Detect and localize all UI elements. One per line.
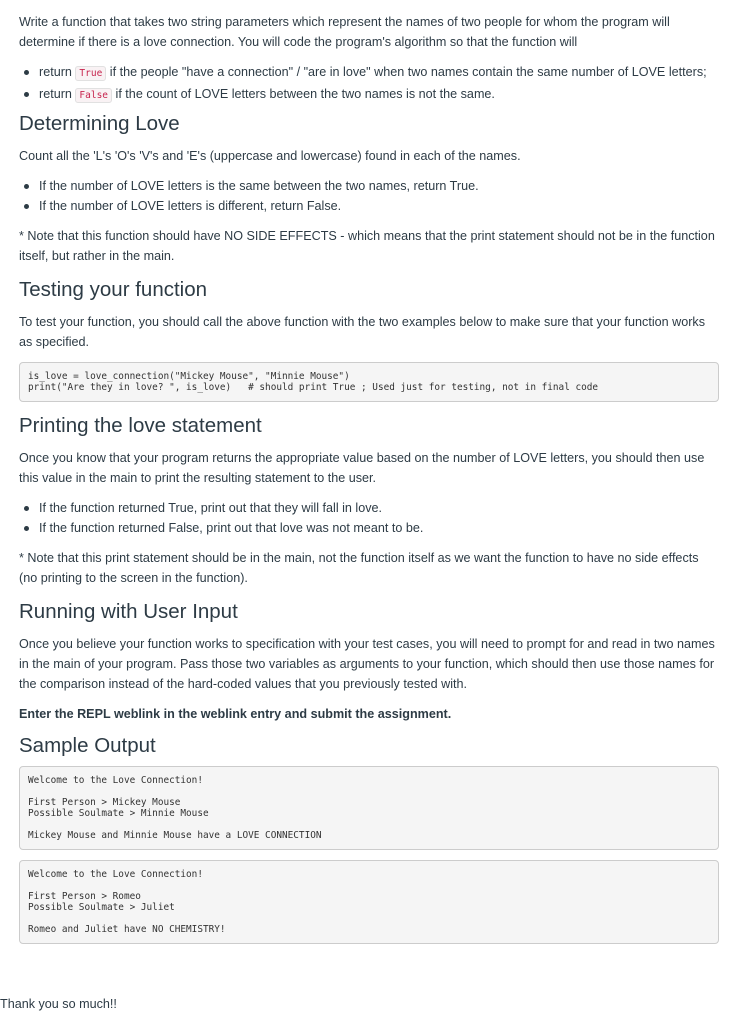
list-item: return False if the count of LOVE letters between the two names is not the same. — [39, 84, 719, 106]
output-line: Romeo and Juliet have NO CHEMISTRY! — [28, 924, 226, 935]
thanks-text: Thank you so much!! — [0, 997, 117, 1011]
list-item: If the function returned False, print out that love was not meant to be. — [39, 518, 719, 538]
section-heading: Sample Output — [19, 734, 156, 757]
output-line: Possible Soulmate > Minnie Mouse — [28, 808, 209, 819]
code-block — [19, 362, 719, 402]
assignment-content — [19, 8, 719, 944]
output-line: Possible Soulmate > Juliet — [28, 902, 175, 913]
output-line: First Person > Mickey Mouse — [28, 797, 181, 808]
output-line: Welcome to the Love Connection! — [28, 869, 203, 880]
output-line: First Person > Romeo — [28, 891, 141, 902]
inline-code: False — [75, 88, 112, 103]
return-list — [19, 62, 719, 106]
bullet-list — [19, 176, 719, 216]
paragraph: Once you believe your function works to specification with your test cases, you will need to prompt for and read in two names in the main of your program. Pass those two variables as arguments to your function, which should then use those names for the comparison instead of the hard-coded values that you previously tested with. — [19, 637, 715, 691]
bullet-list — [19, 498, 719, 538]
intro-paragraph: Write a function that takes two string parameters which represent the names of two people for whom the program will determine if there is a love connection. You will code the program's algorithm so that the function will — [19, 15, 670, 49]
inline-code: True — [75, 66, 106, 81]
section-heading: Testing your function — [19, 278, 208, 301]
output-line: Mickey Mouse and Minnie Mouse have a LOVE CONNECTION — [28, 830, 322, 841]
list-item: If the number of LOVE letters is different, return False. — [39, 196, 719, 216]
section-heading: Determining Love — [19, 112, 180, 135]
note-paragraph: * Note that this function should have NO SIDE EFFECTS - which means that the print statement should not be in the function itself, but rather in the main. — [19, 229, 715, 263]
code-line: print("Are they in love? ", is_love) # should print True ; Used just for testing, not in final code — [28, 382, 599, 393]
paragraph: Count all the 'L's 'O's 'V's and 'E's (uppercase and lowercase) found in each of the names. — [19, 149, 521, 163]
paragraph: To test your function, you should call the above function with the two examples below to make sure that your function works as specified. — [19, 315, 706, 349]
code-line: is_love = love_connection("Mickey Mouse", "Minnie Mouse") — [28, 371, 350, 382]
paragraph: Once you know that your program returns the appropriate value based on the number of LOVE letters, you should then use this value in the main to print the resulting statement to the user. — [19, 451, 705, 485]
sample-output-block — [19, 766, 719, 850]
list-item: return True if the people "have a connection" / "are in love" when two names contain the same number of LOVE letters; — [39, 62, 719, 84]
section-heading: Running with User Input — [19, 600, 238, 623]
list-item: If the function returned True, print out that they will fall in love. — [39, 498, 719, 518]
note-paragraph: * Note that this print statement should be in the main, not the function itself as we want the function to have no side effects (no printing to the screen in the function). — [19, 551, 699, 585]
sample-output-block — [19, 860, 719, 944]
output-line: Welcome to the Love Connection! — [28, 775, 203, 786]
submit-instruction: Enter the REPL weblink in the weblink entry and submit the assignment. — [19, 707, 452, 721]
section-heading: Printing the love statement — [19, 414, 262, 437]
list-item: If the number of LOVE letters is the same between the two names, return True. — [39, 176, 719, 196]
